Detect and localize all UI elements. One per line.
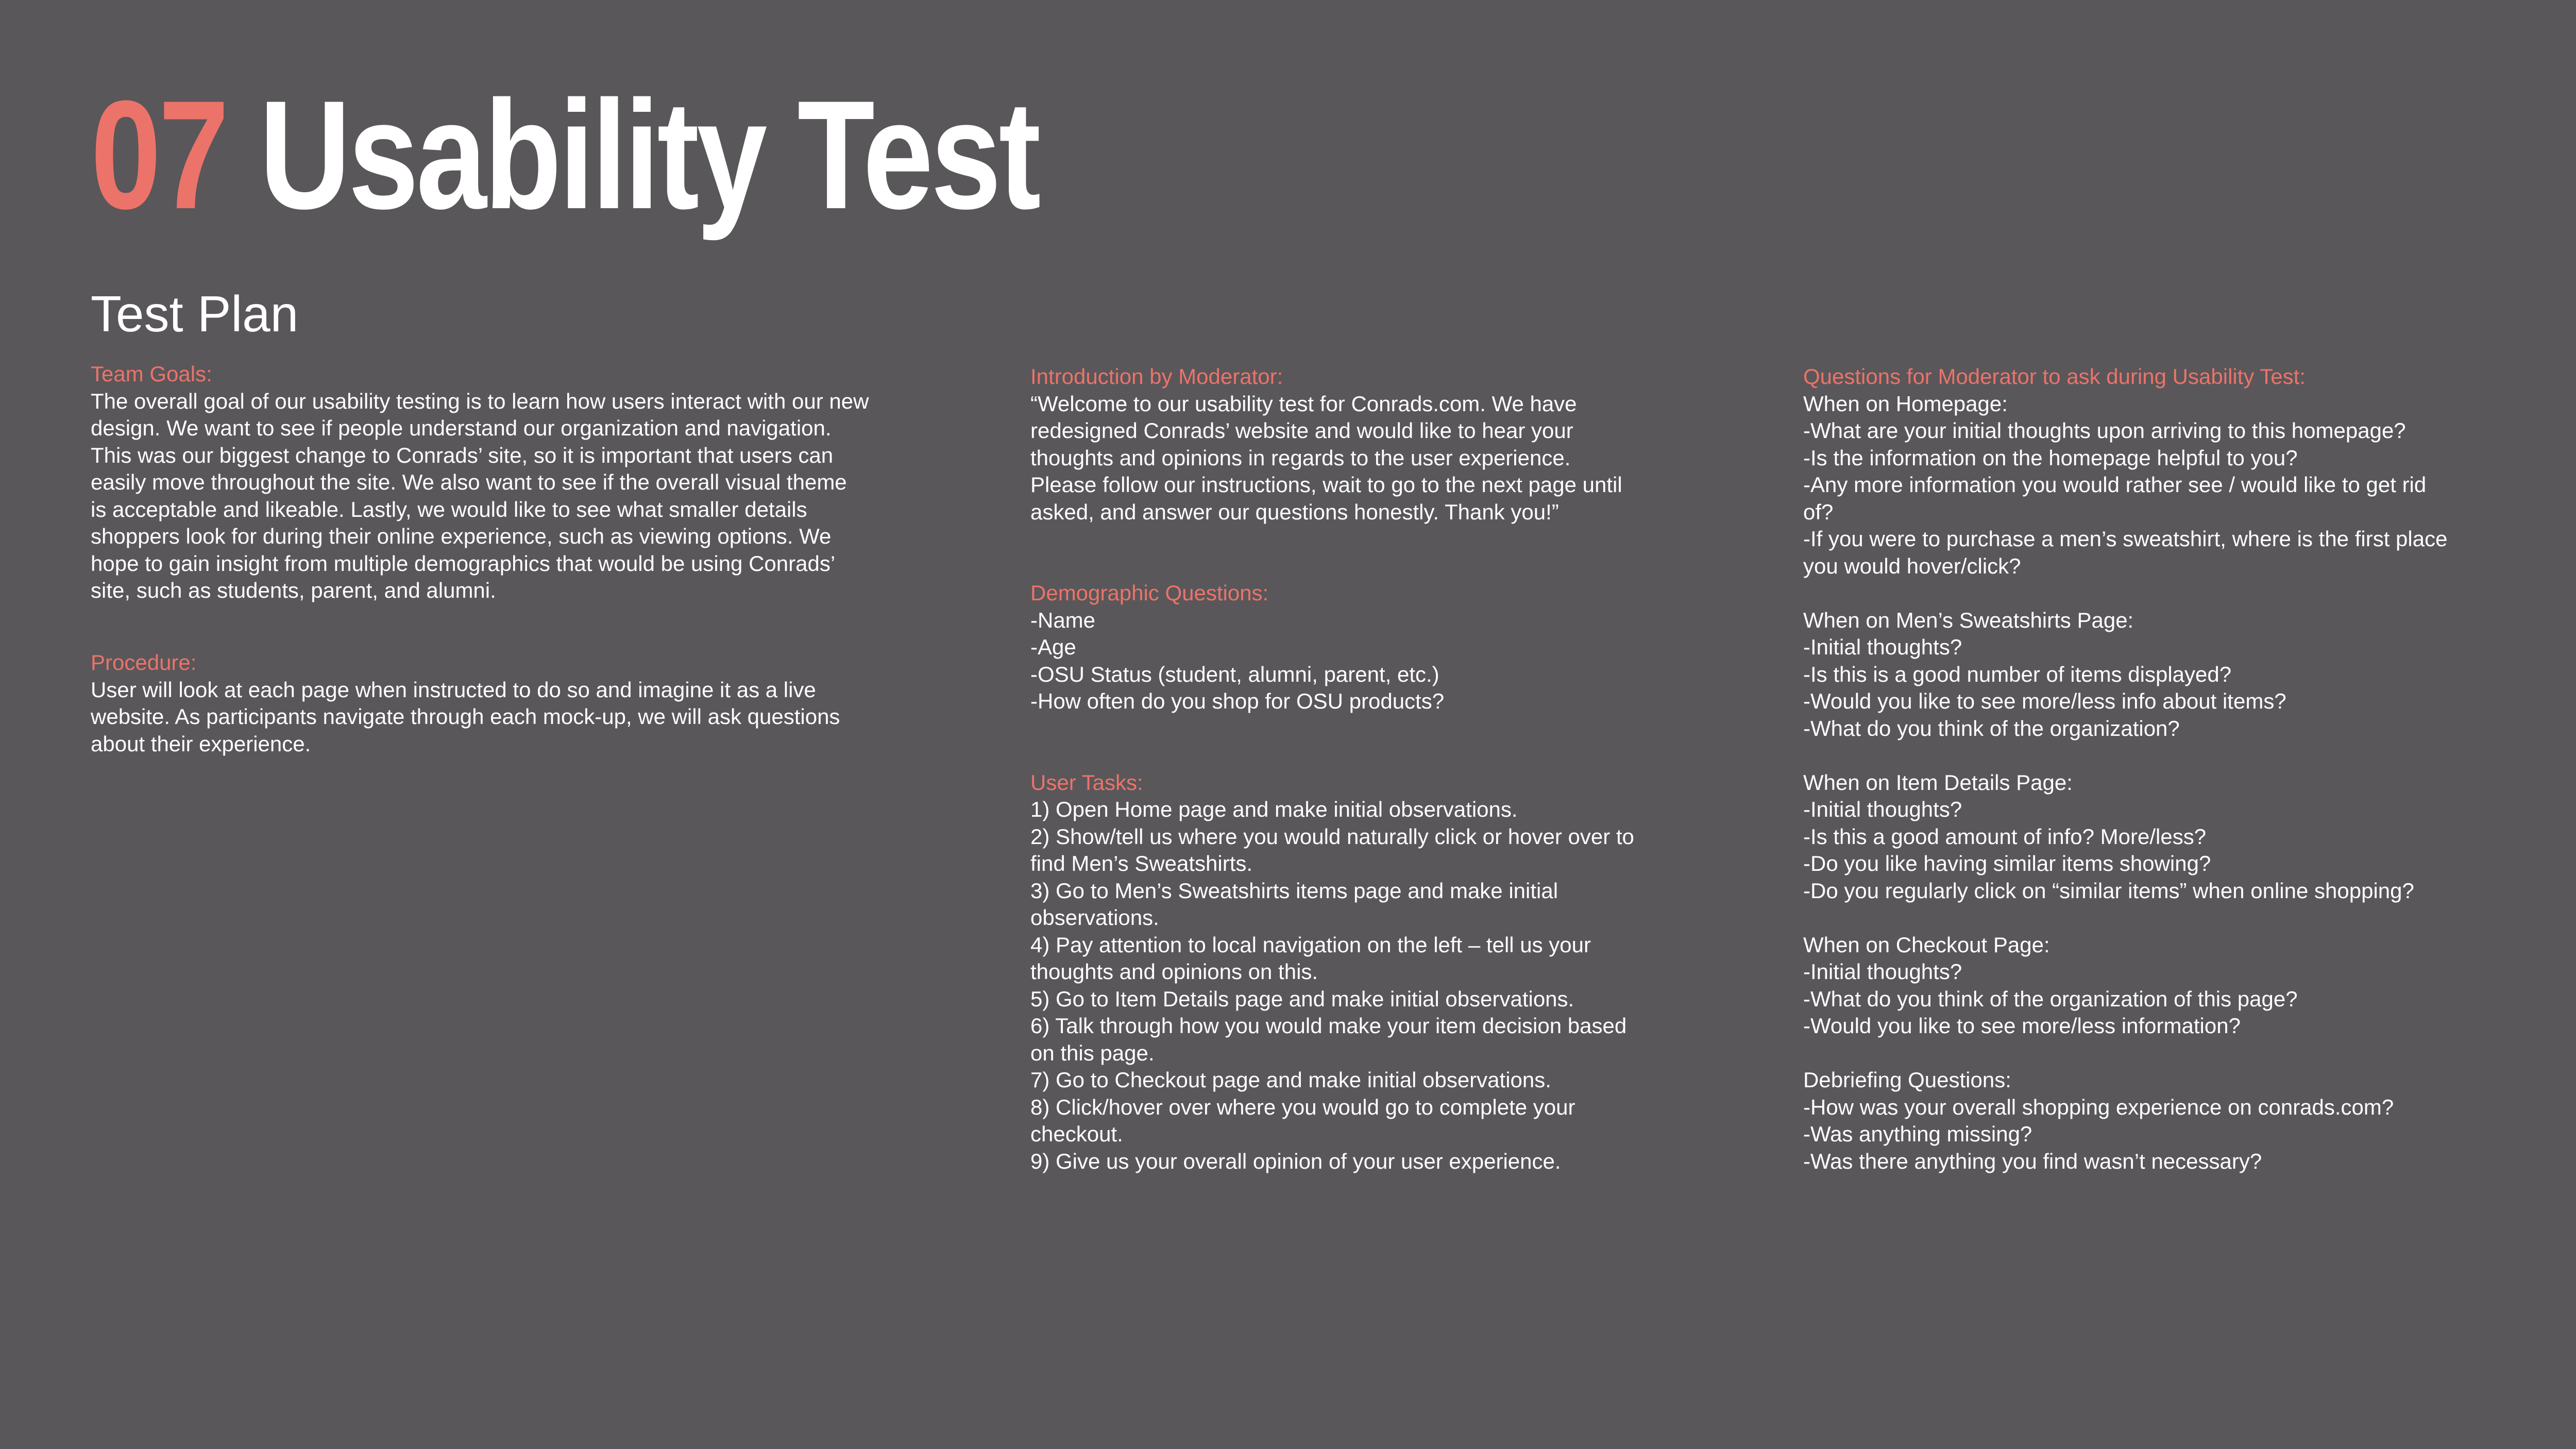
checkout-question-line: -Would you like to see more/less information? bbox=[1803, 1014, 2241, 1038]
introduction-line: Please follow our instructions, wait to go to the next page until bbox=[1030, 473, 1622, 497]
sweatshirts-question-line: -Would you like to see more/less info about items? bbox=[1803, 689, 2286, 713]
debriefing-question-line: -How was your overall shopping experience on conrads.com? bbox=[1803, 1094, 2394, 1119]
page-subtitle: Test Plan bbox=[91, 285, 299, 342]
user-task-line: 8) Click/hover over where you would go to complete your bbox=[1030, 1094, 1575, 1119]
team-goals-paragraph bbox=[91, 388, 936, 604]
debriefing-question-line: -Was there anything you find wasn’t necessary? bbox=[1803, 1149, 2262, 1173]
spacer bbox=[1803, 580, 2550, 607]
introduction-line: “Welcome to our usability test for Conrads.com. We have bbox=[1030, 391, 1577, 416]
team-goals-line: easily move throughout the site. We also want to see if the overall visual theme bbox=[91, 470, 847, 494]
user-task-line: find Men’s Sweatshirts. bbox=[1030, 851, 1253, 875]
spacer bbox=[1030, 526, 1747, 580]
homepage-question-line: you would hover/click? bbox=[1803, 553, 2021, 578]
team-goals-line: shoppers look for during their online experience, such as viewing options. We bbox=[91, 524, 832, 548]
spacer bbox=[1803, 904, 2550, 932]
checkout-question-line: -Initial thoughts? bbox=[1803, 959, 1962, 984]
user-tasks-list bbox=[1030, 796, 1747, 1175]
procedure-heading: Procedure: bbox=[91, 650, 197, 675]
debriefing-questions bbox=[1803, 1067, 2550, 1175]
spacer bbox=[91, 604, 936, 632]
checkout-questions bbox=[1803, 932, 2550, 1040]
title-text: Usability Test bbox=[259, 68, 1039, 241]
team-goals-line: site, such as students, parent, and alumni. bbox=[91, 578, 496, 602]
demographic-item: -Age bbox=[1030, 635, 1076, 659]
user-task-line: 7) Go to Checkout page and make initial observations. bbox=[1030, 1068, 1551, 1092]
team-goals-line: hope to gain insight from multiple demographics that would be using Conrads’ bbox=[91, 551, 836, 576]
section-number: 07 bbox=[91, 68, 227, 241]
user-task-line: 6) Talk through how you would make your item decision based bbox=[1030, 1014, 1627, 1038]
team-goals-line: This was our biggest change to Conrads’ site, so it is important that users can bbox=[91, 443, 834, 467]
procedure-line: about their experience. bbox=[91, 731, 311, 756]
homepage-question-line: -Any more information you would rather see / would like to get rid bbox=[1803, 473, 2427, 497]
user-task-line: on this page. bbox=[1030, 1040, 1155, 1065]
column-goals-procedure bbox=[91, 361, 936, 757]
introduction-paragraph bbox=[1030, 391, 1747, 526]
sweatshirts-question-line: -Initial thoughts? bbox=[1803, 635, 1962, 659]
spacer bbox=[1030, 715, 1747, 769]
spacer bbox=[1803, 742, 2550, 769]
procedure-line: website. As participants navigate through each mock-up, we will ask questions bbox=[91, 704, 840, 729]
item-details-question-line: -Do you like having similar items showing? bbox=[1803, 851, 2211, 875]
item-details-question-line: -Do you regularly click on “similar items” when online shopping? bbox=[1803, 878, 2414, 903]
team-goals-line: The overall goal of our usability testing is to learn how users interact with our new bbox=[91, 389, 869, 413]
homepage-question-line: -What are your initial thoughts upon arriving to this homepage? bbox=[1803, 418, 2406, 443]
user-task-line: 9) Give us your overall opinion of your user experience. bbox=[1030, 1149, 1561, 1173]
checkout-question-line: When on Checkout Page: bbox=[1803, 932, 2050, 957]
sweatshirts-question-line: When on Men’s Sweatshirts Page: bbox=[1803, 608, 2134, 632]
team-goals-heading: Team Goals: bbox=[91, 362, 212, 386]
spacer bbox=[1803, 1040, 2550, 1067]
user-task-line: thoughts and opinions on this. bbox=[1030, 959, 1318, 984]
homepage-questions bbox=[1803, 391, 2550, 580]
user-task-line: 3) Go to Men’s Sweatshirts items page and make initial bbox=[1030, 878, 1558, 903]
item-details-questions bbox=[1803, 769, 2550, 905]
column-intro-tasks bbox=[1030, 363, 1747, 1175]
checkout-question-line: -What do you think of the organization of this page? bbox=[1803, 986, 2298, 1011]
homepage-question-line: -If you were to purchase a men’s sweatshirt, where is the first place bbox=[1803, 527, 2448, 551]
demographic-item: -OSU Status (student, alumni, parent, etc.) bbox=[1030, 662, 1439, 686]
homepage-question-line: of? bbox=[1803, 499, 1834, 524]
demographic-heading: Demographic Questions: bbox=[1030, 581, 1269, 605]
user-task-line: 2) Show/tell us where you would naturally click or hover over to bbox=[1030, 824, 1634, 849]
column-moderator-questions bbox=[1803, 363, 2550, 1175]
user-task-line: 5) Go to Item Details page and make initial observations. bbox=[1030, 986, 1574, 1011]
item-details-question-line: -Is this a good amount of info? More/less? bbox=[1803, 824, 2207, 849]
sweatshirts-question-line: -What do you think of the organization? bbox=[1803, 716, 2180, 740]
demographic-item: -How often do you shop for OSU products? bbox=[1030, 689, 1445, 713]
sweatshirts-questions bbox=[1803, 607, 2550, 743]
procedure-paragraph bbox=[91, 677, 936, 758]
debriefing-question-line: -Was anything missing? bbox=[1803, 1122, 2032, 1146]
team-goals-line: is acceptable and likeable. Lastly, we would like to see what smaller details bbox=[91, 497, 807, 521]
introduction-heading: Introduction by Moderator: bbox=[1030, 364, 1283, 389]
slide-title bbox=[91, 68, 1039, 241]
demographic-list bbox=[1030, 607, 1747, 715]
introduction-line: asked, and answer our questions honestly. Thank you!” bbox=[1030, 499, 1559, 524]
introduction-line: thoughts and opinions in regards to the user experience. bbox=[1030, 445, 1571, 470]
debriefing-question-line: Debriefing Questions: bbox=[1803, 1068, 2011, 1092]
user-tasks-heading: User Tasks: bbox=[1030, 770, 1143, 795]
team-goals-line: design. We want to see if people understand our organization and navigation. bbox=[91, 416, 832, 440]
user-task-line: 1) Open Home page and make initial observations. bbox=[1030, 797, 1518, 821]
moderator-questions-heading: Questions for Moderator to ask during Usability Test: bbox=[1803, 364, 2306, 389]
item-details-question-line: When on Item Details Page: bbox=[1803, 770, 2073, 795]
introduction-line: redesigned Conrads’ website and would like to hear your bbox=[1030, 418, 1573, 443]
sweatshirts-question-line: -Is this is a good number of items displayed? bbox=[1803, 662, 2232, 686]
spacer bbox=[91, 631, 936, 649]
item-details-question-line: -Initial thoughts? bbox=[1803, 797, 1962, 821]
user-task-line: observations. bbox=[1030, 905, 1159, 930]
user-task-line: 4) Pay attention to local navigation on the left – tell us your bbox=[1030, 932, 1591, 957]
homepage-question-line: -Is the information on the homepage helpful to you? bbox=[1803, 445, 2298, 470]
demographic-item: -Name bbox=[1030, 608, 1096, 632]
homepage-question-line: When on Homepage: bbox=[1803, 391, 2008, 416]
procedure-line: User will look at each page when instructed to do so and imagine it as a live bbox=[91, 677, 816, 702]
user-task-line: checkout. bbox=[1030, 1122, 1123, 1146]
